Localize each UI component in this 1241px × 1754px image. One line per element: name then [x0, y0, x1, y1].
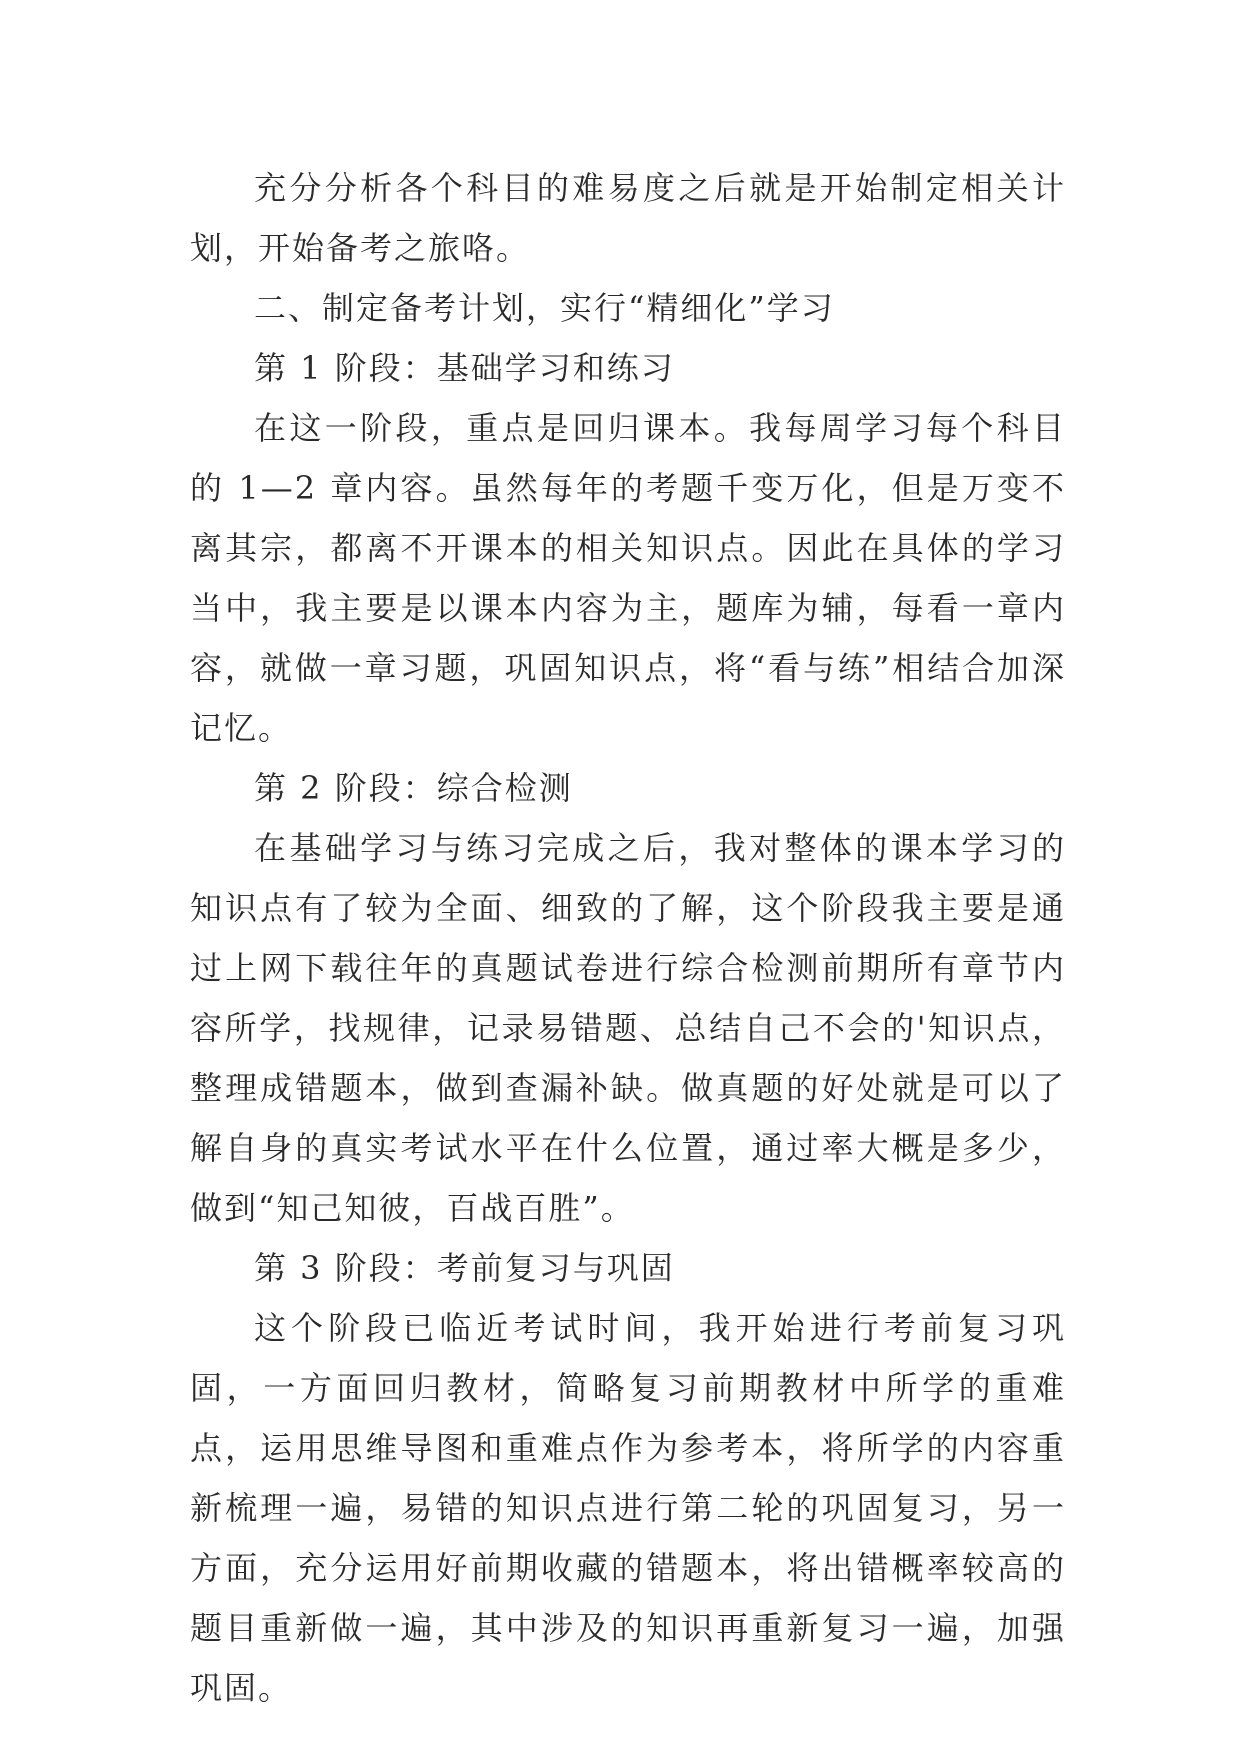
stage-3-paragraph: 这个阶段已临近考试时间，我开始进行考前复习巩固，一方面回归教材，简略复习前期教材中所学的重难点，运用思维导图和重难点作为参考本，将所学的内容重新梳理一遍，易错的知识点进行第二轮的巩固复习，另一方面，充分运用好前期收藏的错题本，将出错概率较高的题目重新做一遍，其中涉及的知识再重新复习一遍，加强巩固。 — [190, 1309, 1066, 1707]
stage-1-heading: 第 1 阶段：基础学习和练习 — [254, 349, 675, 387]
section-heading-plan: 二、制定备考计划，实行“精细化”学习 — [254, 289, 835, 327]
stage-2-heading: 第 2 阶段：综合检测 — [254, 769, 573, 807]
paragraph-intro: 充分分析各个科目的难易度之后就是开始制定相关计划，开始备考之旅咯。 — [190, 169, 1066, 267]
stage-3-heading: 第 3 阶段：考前复习与巩固 — [254, 1249, 675, 1287]
stage-1-paragraph: 在这一阶段，重点是回归课本。我每周学习每个科目的 1—2 章内容。虽然每年的考题千变万化，但是万变不离其宗，都离不开课本的相关知识点。因此在具体的学习当中，我主要是以课本内容为主，题库为辅，每看一章内容，就做一章习题，巩固知识点，将“看与练”相结合加深记忆。 — [190, 409, 1066, 747]
stage-2-paragraph: 在基础学习与练习完成之后，我对整体的课本学习的知识点有了较为全面、细致的了解，这个阶段我主要是通过上网下载往年的真题试卷进行综合检测前期所有章节内容所学，找规律，记录易错题、总结自己不会的'知识点，整理成错题本，做到查漏补缺。做真题的好处就是可以了解自身的真实考试水平在什么位置，通过率大概是多少，做到“知己知彼，百战百胜”。 — [190, 829, 1066, 1227]
document-body — [190, 158, 1066, 1718]
